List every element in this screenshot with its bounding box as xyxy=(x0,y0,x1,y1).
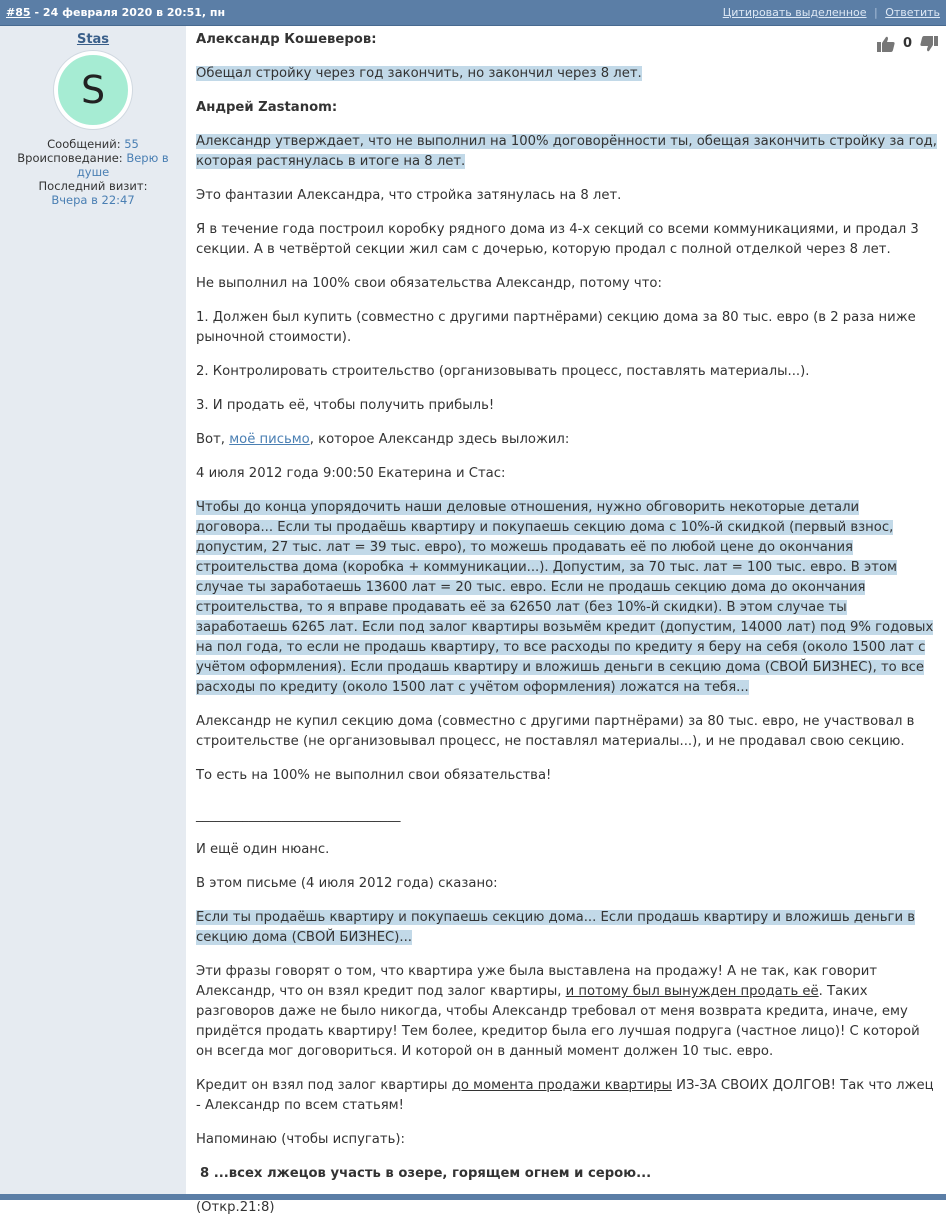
quote-author-2: Андрей Zastanom: xyxy=(196,100,338,115)
quoted-letter: Чтобы до конца упорядочить наши деловые отношения, нужно обговорить некоторые детали договора... Если ты продаёшь квартиру и покупаешь секцию дома с 10%-й скидкой (первый взнос, допустим, 27 тыс. лат = 39 тыс. евро), то можешь продавать её по любой цене до окончания строительства дома (коробка + коммуникации...). Допустим, за 70 тыс. лат = 100 тыс. евро. В этом случае ты заработаешь 13600 лат = 20 тыс. евро. Если не продашь секцию дома до окончания строительства, то я вправе продавать её за 62650 лат (без 10%-й скидки). В этом случае ты заработаешь 6265 лат. Если под залог квартиры возьмём кредит (допустим, 14000 лат) под 9% годовых на пол года, то если не продашь квартиру, то все расходы по кредиту я беру на себя (около 1500 лат с учётом оформления). Если продашь квартиру и вложишь деньги в секцию дома (СВОЙ БИЗНЕС), то все расходы по кредиту (около 1500 лат с учётом оформления) ложатся на тебя... xyxy=(196,500,934,695)
avatar[interactable]: S xyxy=(54,51,132,129)
paragraph: 1. Должен был купить (совместно с другими партнёрами) секцию дома за 80 тыс. евро (в 2 раза ниже рыночной стоимости). xyxy=(196,310,916,345)
footer-bar xyxy=(0,1194,946,1200)
paragraph xyxy=(196,1076,938,1116)
actions-separator: | xyxy=(874,6,878,19)
text: Кредит он взял под залог квартиры xyxy=(196,1078,452,1093)
underlined-text: до момента продажи квартиры xyxy=(451,1078,672,1093)
last-visit-value: Вчера в 22:47 xyxy=(51,193,135,207)
post-actions xyxy=(723,6,940,19)
post-header xyxy=(0,0,946,26)
quoted-text-2: Александр утверждает, что не выполнил на 100% договорённости ты, обещая закончить стройку за год, которая растянулась в итоге на 8 лет. xyxy=(196,134,937,169)
paragraph-with-link xyxy=(196,430,938,450)
text: Эти фразы говорят о том, что квартира уже была выставлена на продажу! А не так, как говорит Александр, что он взял кредит под залог квартиры, xyxy=(196,964,878,999)
author-name[interactable]: Stas xyxy=(76,32,110,47)
text: ИЗ-ЗА СВОИХ ДОЛГОВ! Так что лжец - Александр по всем статьям! xyxy=(196,1078,934,1113)
bible-quote: 8 ...всех лжецов участь в озере, горящем огнем и серою... xyxy=(200,1166,652,1181)
bible-reference: (Откр.21:8) xyxy=(196,1200,275,1215)
messages-value[interactable]: 55 xyxy=(124,137,139,151)
quoted-text-1: Обещал стройку через год закончить, но закончил через 8 лет. xyxy=(196,66,642,81)
post-date: - 24 февраля 2020 в 20:51, пн xyxy=(34,6,226,19)
my-letter-link[interactable]: моё письмо xyxy=(229,432,310,447)
religion-stat xyxy=(0,151,186,179)
quote-author-1: Александр Кошеверов: xyxy=(196,32,377,47)
paragraph: И ещё один нюанс. xyxy=(196,842,330,857)
paragraph: Не выполнил на 100% свои обязательства Александр, потому что: xyxy=(196,276,662,291)
thumb-down-icon[interactable] xyxy=(920,36,938,52)
quote-selected-link[interactable]: Цитировать выделенное xyxy=(722,6,867,19)
text: , которое Александр здесь выложил: xyxy=(309,432,570,447)
paragraph: Александр не купил секцию дома (совместно с другими партнёрами) за 80 тыс. евро, не участвовал в строительстве (не организовывал процесс, не поставлял материалы...), и не продавал свою секцию. xyxy=(196,714,915,749)
post-number-link[interactable]: #85 xyxy=(6,6,31,19)
religion-value: Верю в душе xyxy=(76,151,169,179)
paragraph: То есть на 100% не выполнил свои обязательства! xyxy=(196,768,552,783)
quoted-text-3: Если ты продаёшь квартиру и покупаешь секцию дома... Если продашь квартиру и вложишь деньги в секцию дома (СВОЙ БИЗНЕС)... xyxy=(196,910,915,945)
messages-stat xyxy=(0,137,186,151)
paragraph: 2. Контролировать строительство (организовывать процесс, поставлять материалы...). xyxy=(196,364,810,379)
paragraph: Это фантазии Александра, что стройка затянулась на 8 лет. xyxy=(196,188,622,203)
divider-line: _______________________________ xyxy=(196,808,401,823)
vote-controls xyxy=(877,34,938,54)
underlined-text: и потому был вынужден продать её xyxy=(565,984,819,999)
author-panel xyxy=(0,26,188,1194)
paragraph: В этом письме (4 июля 2012 года) сказано: xyxy=(196,876,498,891)
paragraph: 4 июля 2012 года 9:00:50 Екатерина и Стас: xyxy=(196,466,506,481)
messages-label: Сообщений: xyxy=(47,137,121,151)
religion-label: Вроисповедание: xyxy=(17,151,123,165)
paragraph: 3. И продать её, чтобы получить прибыль! xyxy=(196,398,495,413)
paragraph: Напоминаю (чтобы испугать): xyxy=(196,1132,405,1147)
paragraph: Я в течение года построил коробку рядного дома из 4-х секций со всеми коммуникациями, и продал 3 секции. А в четвёртой секции жил сам с дочерью, которую продал с полной отделкой через 8 лет. xyxy=(196,222,919,257)
text: . Таких разговоров даже не было никогда, чтобы Александр требовал от меня возврата кредита, иначе, ему придётся продать квартиру! Тем более, кредитор была его лучшая подруга (частное лицо)! С которой он всегда мог договориться. И которой он в данный момент должен 10 тыс. евро. xyxy=(196,984,920,1059)
text: Вот, xyxy=(196,432,230,447)
paragraph xyxy=(196,962,938,1062)
reply-link[interactable]: Ответить xyxy=(885,6,940,19)
post-content xyxy=(188,26,946,1215)
vote-count: 0 xyxy=(902,36,912,51)
thumb-up-icon[interactable] xyxy=(877,36,895,52)
last-visit-label: Последний визит: xyxy=(38,179,148,193)
